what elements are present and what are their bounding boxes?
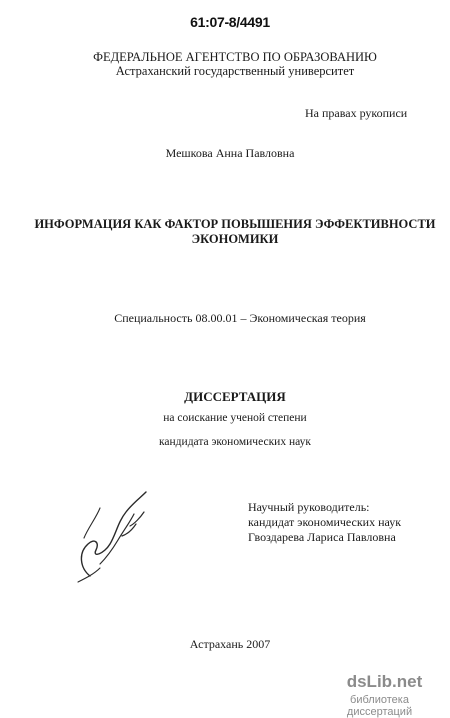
university-name: Астраханский государственный университет <box>115 64 355 78</box>
dissertation-heading: ДИССЕРТАЦИЯ <box>184 389 286 404</box>
agency-name: ФЕДЕРАЛЬНОЕ АГЕНТСТВО ПО ОБРАЗОВАНИЮ <box>93 50 377 64</box>
supervisor-block <box>248 500 428 545</box>
title-line-2: ЭКОНОМИКИ <box>191 232 279 246</box>
degree-line-2: кандидата экономических наук <box>159 436 311 448</box>
specialty-line: Специальность 08.00.01 – Экономическая теория <box>114 311 366 325</box>
supervisor-label: Научный руководитель: <box>248 500 370 514</box>
manuscript-rights-note: На правах рукописи <box>305 106 408 120</box>
supervisor-name: Гвоздарева Лариса Павловна <box>248 530 396 544</box>
dissertation-title <box>30 217 440 247</box>
dslib-tagline: библиотека диссертаций <box>346 694 413 718</box>
handwritten-signature <box>60 478 170 588</box>
author-name: Мешкова Анна Павловна <box>165 146 295 160</box>
dslib-watermark <box>317 672 442 718</box>
title-line-1: ИНФОРМАЦИЯ КАК ФАКТОР ПОВЫШЕНИЯ ЭФФЕКТИВНОСТИ <box>34 217 436 231</box>
archive-stamp-code: 61:07-8/4491 <box>190 14 270 30</box>
supervisor-degree: кандидат экономических наук <box>248 515 402 529</box>
city-and-year: Астрахань 2007 <box>189 637 271 651</box>
degree-line-1: на соискание ученой степени <box>163 412 307 424</box>
dslib-logo: dsLib.net <box>346 672 423 691</box>
